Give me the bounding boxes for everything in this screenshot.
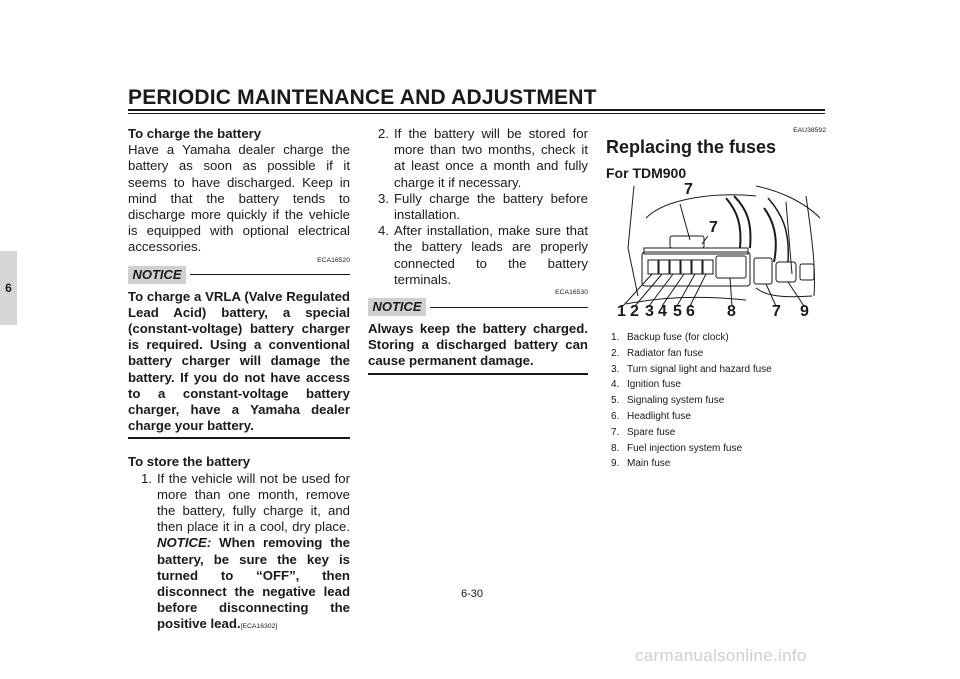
callout-7-spare: 7: [709, 219, 718, 236]
section-code: EAU38592: [793, 127, 826, 134]
notice-rule: [190, 274, 350, 275]
notice-bottom-rule: [368, 373, 588, 375]
notice-text: Always keep the battery charged. Storing a discharged battery can cause permanent damage.: [368, 321, 588, 369]
store-list-item-2: [368, 126, 588, 191]
store-heading: To store the battery: [128, 454, 251, 470]
right-column: [606, 126, 826, 182]
callout-7-bottom: 7: [772, 303, 781, 320]
store-list-text: If the battery will be stored for more than two months, check it at least once a month and fully charge it if necessary.: [394, 126, 588, 190]
callout-6: 6: [686, 303, 695, 320]
legend-item: [611, 362, 772, 378]
charge-heading: To charge the battery: [128, 126, 262, 141]
chapter-tab: [0, 251, 17, 325]
legend-number: 1.: [611, 332, 620, 343]
store-item-code: [ECA16302]: [240, 623, 278, 631]
legend-item: [611, 346, 772, 362]
callout-5: 5: [673, 303, 682, 320]
legend-item: [611, 409, 772, 425]
middle-column: [368, 126, 588, 375]
store-item-notice-text: When removing the battery, be sure the key is turned to “OFF”, then disconnect the negative lead before disconnecting the positive lead.: [157, 535, 350, 632]
store-list-text: After installation, make sure that the battery leads are properly connected to the battery terminals.: [394, 223, 588, 287]
callout-9: 9: [800, 303, 809, 320]
page-header-title: PERIODIC MAINTENANCE AND ADJUSTMENT: [128, 86, 597, 109]
callout-3: 3: [645, 303, 654, 320]
legend-number: 9.: [611, 458, 620, 470]
store-list-text: Fully charge the battery before installation.: [394, 190, 588, 223]
legend-item: [611, 456, 772, 472]
notice-heading: [128, 265, 350, 285]
legend-number: 7.: [611, 426, 620, 438]
watermark: carmanualsonline.info: [635, 646, 807, 665]
legend-number: 2.: [611, 347, 620, 359]
section-subtitle: For TDM900: [606, 165, 687, 181]
legend-text: Spare fuse: [627, 426, 676, 438]
legend-text: Main fuse: [627, 458, 671, 470]
legend-number: 4.: [611, 379, 620, 391]
notice-bottom-rule: [128, 437, 350, 439]
store-list-number: 3.: [378, 190, 389, 206]
legend-text: Radiator fan fuse: [627, 347, 704, 359]
notice-text: To charge a VRLA (Valve Regulated Lead Acid) battery, a special (constant-voltage) battery charger is required. Using a conventional battery charger will damage the battery. If you do not have access to a constant-voltage battery charger, have a Yamaha dealer charge your battery.: [128, 288, 350, 434]
notice-rule: [430, 307, 588, 308]
legend-item: [611, 393, 772, 409]
left-column: [128, 126, 350, 636]
legend-number: 6.: [611, 410, 620, 422]
store-list-item-1: [128, 471, 350, 636]
header-rule: [128, 109, 825, 111]
legend-text: Turn signal light and hazard fuse: [627, 363, 772, 375]
store-list-number: 2.: [378, 126, 389, 141]
store-list-number: 1.: [141, 470, 152, 486]
callout-8: 8: [727, 303, 736, 320]
legend-text: Fuel injection system fuse: [627, 442, 743, 454]
notice-badge: NOTICE: [128, 266, 186, 284]
legend-text: Backup fuse (for clock): [627, 332, 729, 343]
callout-7-top: 7: [684, 181, 693, 198]
section-title: Replacing the fuses: [606, 137, 777, 157]
legend-item: [611, 425, 772, 441]
chapter-number: 6: [5, 281, 12, 295]
legend-item: [611, 330, 772, 346]
legend-text: Ignition fuse: [627, 379, 681, 391]
notice-badge: NOTICE: [368, 298, 426, 316]
header-rule-thin: [128, 113, 825, 114]
store-list-item-3: [368, 191, 588, 223]
store-item-text: If the vehicle will not be used for more than one month, remove the battery, fully charge it, and then place it in a cool, dry place.: [157, 470, 350, 535]
legend-text: Signaling system fuse: [627, 395, 725, 407]
legend-number: 5.: [611, 395, 620, 407]
callout-1: 1: [617, 303, 626, 320]
fuse-legend: [611, 330, 772, 472]
legend-text: Headlight fuse: [627, 410, 691, 422]
callout-4: 4: [658, 303, 667, 320]
notice-code: ECA16530: [555, 289, 588, 297]
legend-number: 3.: [611, 363, 620, 375]
charge-body: Have a Yamaha dealer charge the battery as soon as possible if it seems to have discharged. Keep in mind that the battery tends to discharge more quickly if the vehicle is equipped with optional electrical accessories.: [128, 142, 350, 255]
store-item-notice-label: NOTICE:: [157, 535, 212, 551]
page-number: 6-30: [461, 588, 484, 600]
notice-heading: [368, 297, 588, 317]
legend-number: 8.: [611, 442, 620, 454]
callout-2: 2: [630, 303, 639, 320]
legend-item: [611, 377, 772, 393]
store-list-text: [157, 471, 350, 636]
fuse-box-illustration: [606, 178, 830, 322]
notice-code: ECA16520: [317, 256, 350, 264]
legend-item: [611, 441, 772, 457]
store-list-number: 4.: [378, 223, 389, 239]
store-list-item-4: [368, 223, 588, 288]
